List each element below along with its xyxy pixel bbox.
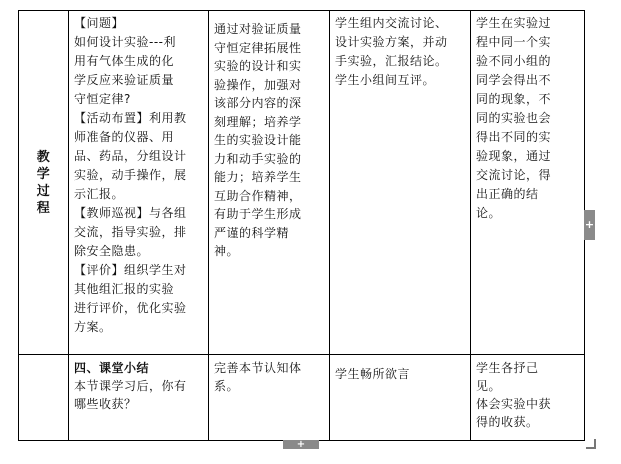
student-activity-cell [330,355,471,441]
text-line: 【教师巡视】与各组 [74,206,187,220]
text-line: 学生在实验过 [476,16,552,30]
text-line: 学生组内交流讨论、 [335,16,448,30]
notes-cell [471,355,585,441]
add-row-button[interactable]: + [283,440,319,449]
text-line: 见。 [476,379,502,393]
text-line: 通过对验证质量 [214,22,302,36]
stage-label-char: 过 [36,183,51,199]
student-activity-cell [330,11,471,355]
stage-cell [19,11,69,355]
text-line: 手实验，汇报结论。 [335,54,448,68]
lesson-plan-table [18,10,585,441]
text-line: 神。 [214,244,240,258]
text-line: 实验，动手操作，展 [74,168,187,182]
text-line: 【活动布置】利用教 [74,111,187,125]
text-line: 守恒定律? [74,92,131,106]
text-line: 示汇报。 [74,187,125,201]
text-line: 【问题】 [74,16,125,30]
notes-cell [471,11,585,355]
text-line: 完善本节认知体 [214,361,302,375]
stage-label-char: 程 [36,200,51,216]
table-row [19,11,585,355]
text-line: 学生各抒己 [476,361,539,375]
add-column-button[interactable]: + [584,210,595,240]
text-line: 能力；培养学生 [214,170,302,184]
design-intent-cell [209,11,330,355]
text-line: 该部分内容的深 [214,96,302,110]
table-row [19,355,585,441]
text-line: 同的现象，不 [476,92,552,106]
stage-label-char: 学 [36,166,51,182]
text-line: 如何设计实验---利 [74,35,176,49]
text-line: 同学会得出不 [476,73,552,87]
text-line: 出正确的结 [476,187,539,201]
text-line: 程中同一个实 [476,35,552,49]
text-line: 【评价】组织学生对 [74,263,187,277]
text-line: 守恒定律拓展性 [214,40,302,55]
text-line: 进行评价，优化实验 [74,301,187,315]
table-resize-handle[interactable] [586,439,596,449]
text-line: 验不同小组的 [476,54,552,68]
text-line: 得的收获。 [476,415,539,429]
text-line: 其他组汇报的实验 [74,282,175,296]
text-line: 验现象，通过 [476,149,552,163]
text-line: 设计实验方案，并动 [335,35,448,49]
text-line: 师准备的仪器、用 [74,130,175,144]
text-line: 同的实验也会 [476,111,552,125]
text-line: 刻理解；培养学 [214,114,302,129]
text-line: 实验的设计和实 [214,59,302,73]
text-line: 得出不同的实 [476,130,552,144]
text-line: 验操作，加强对 [214,77,302,92]
text-line: 交流，指导实验，排 [74,225,187,239]
text-line: 体会实验中获 [476,397,552,411]
section-heading: 四、课堂小结 [74,361,150,375]
text-line: 力和动手实验的 [214,151,302,166]
text-line: 除安全隐患。 [74,244,150,258]
text-line: 交流讨论，得 [476,168,552,182]
teacher-activity-cell [69,11,209,355]
text-line: 哪些收获？ [74,397,137,411]
text-line: 方案。 [74,320,112,334]
stage-cell-empty [19,355,69,441]
teacher-activity-cell [69,355,209,441]
text-line: 论。 [476,206,502,220]
text-line: 学生小组间互评。 [335,73,436,87]
stage-label-char: 教 [36,149,51,165]
text-line: 生的实验设计能 [214,133,302,147]
text-line: 本节课学习后，你有 [74,379,187,393]
text-line: 学反应来验证质量 [74,73,175,87]
text-line: 品、药品，分组设计 [74,149,187,163]
text-line: 有助于学生形成 [214,207,302,221]
text-line: 学生畅所欲言 [335,367,411,381]
text-line: 系。 [214,379,240,393]
design-intent-cell [209,355,330,441]
text-line: 严谨的科学精 [214,225,290,240]
text-line: 互助合作精神， [214,188,302,203]
text-line: 用有气体生成的化 [74,54,175,68]
